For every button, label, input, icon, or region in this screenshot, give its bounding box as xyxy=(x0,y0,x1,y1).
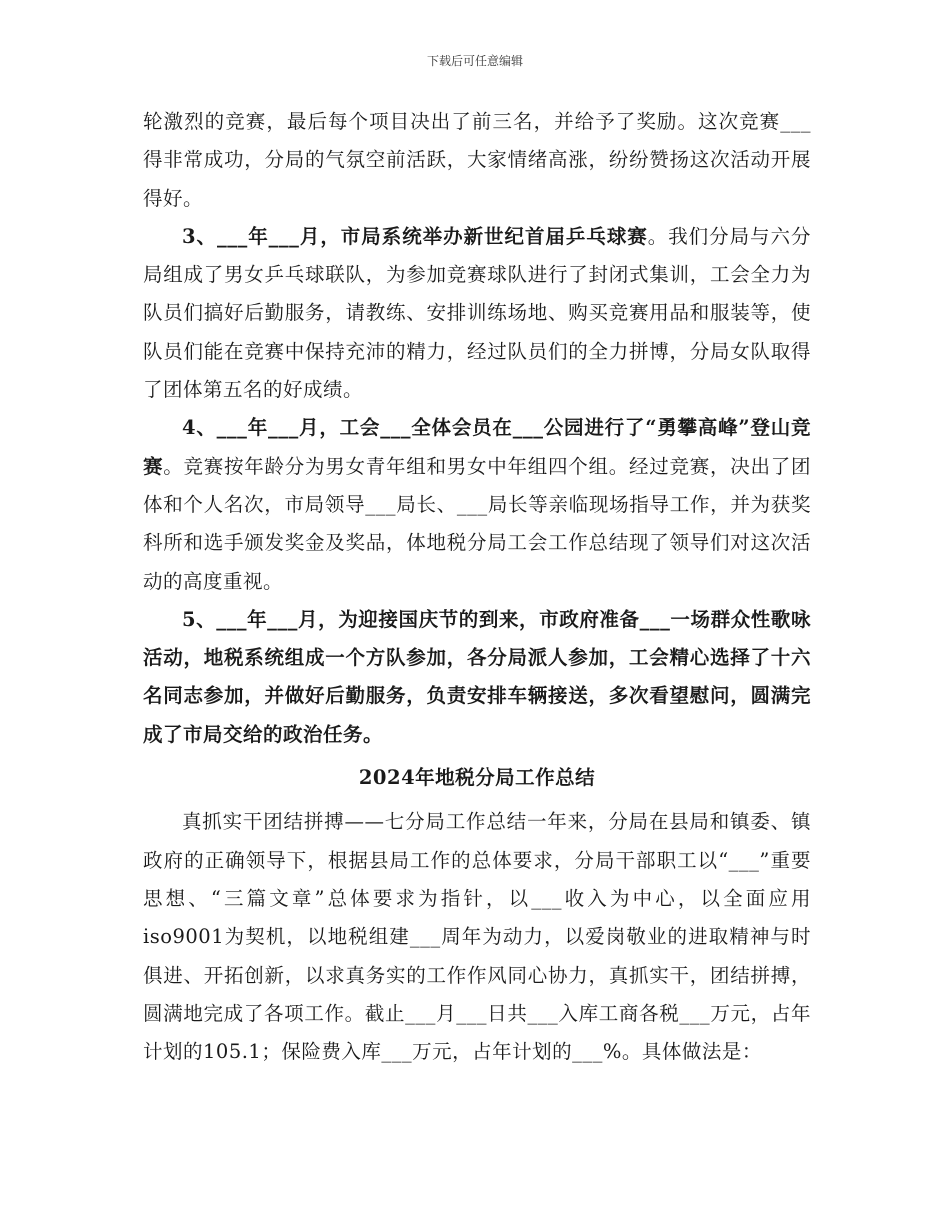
section-title: 2024年地税分局工作总结 xyxy=(358,766,596,790)
paragraph-mountain-climb-body: 。竞赛按年龄分为男女青年组和男女中年组四个组。经过竞赛，决出了团体和个人名次，市局领导___局长、___局长等亲临现场指导工作，并为获奖科所和选手颁发奖金及奖品，体地税分局工会工作总结现了领导们对这次活动的高度重视。 xyxy=(143,454,811,593)
paragraph-table-tennis-body: 。我们分局与六分局组成了男女乒乓球联队，为参加竞赛球队进行了封闭式集训，工会全力为队员们搞好后勤服务，请教练、安排训练场地、购买竞赛用品和服装等，使队员们能在竞赛中保持充沛的精力，经过队员们的全力拼博，分局女队取得了团体第五名的好成绩。 xyxy=(143,224,811,402)
document-body xyxy=(143,103,811,1071)
paragraph-mountain-climb xyxy=(143,409,811,600)
paragraph-mountain-climb-heading: 4、___年___月，工会___全体会员在___公园进行了“勇攀高峰”登山竞赛 xyxy=(143,416,811,478)
paragraph-table-tennis-heading: 3、___年___月，市局系统举办新世纪首届乒乓球赛 xyxy=(182,224,648,248)
paragraph-competition-result: 轮激烈的竞赛，最后每个项目决出了前三名，并给予了奖励。这次竞赛___得非常成功，分局的气氛空前活跃，大家情绪高涨，纷纷赞扬这次活动开展得好。 xyxy=(143,110,811,210)
paragraph-national-day: 5、___年___月，为迎接国庆节的到来，市政府准备___一场群众性歌咏活动，地税系统组成一个方队参加，各分局派人参加，工会精心选择了十六名同志参加，并做好后勤服务，负责安排车辆接送，多次看望慰问，圆满完成了市局交给的政治任务。 xyxy=(143,607,811,746)
paragraph-annual-summary: 真抓实干团结拼搏——七分局工作总结一年来，分局在县局和镇委、镇政府的正确领导下，根据县局工作的总体要求，分局干部职工以“___”重要思想、“三篇文章”总体要求为指针，以___收入为中心，以全面应用iso9001为契机，以地税组建___周年为动力，以爱岗敬业的进取精神与时俱进、开拓创新，以求真务实的工作作风同心协力，真抓实干，团结拼搏，圆满地完成了各项工作。截止___月___日共___入库工商各税___万元，占年计划的105.1；保险费入库___万元，占年计划的___%。具体做法是： xyxy=(143,810,811,1064)
paragraph-table-tennis xyxy=(143,218,811,409)
page-header: 下载后可任意编辑 xyxy=(426,54,523,68)
